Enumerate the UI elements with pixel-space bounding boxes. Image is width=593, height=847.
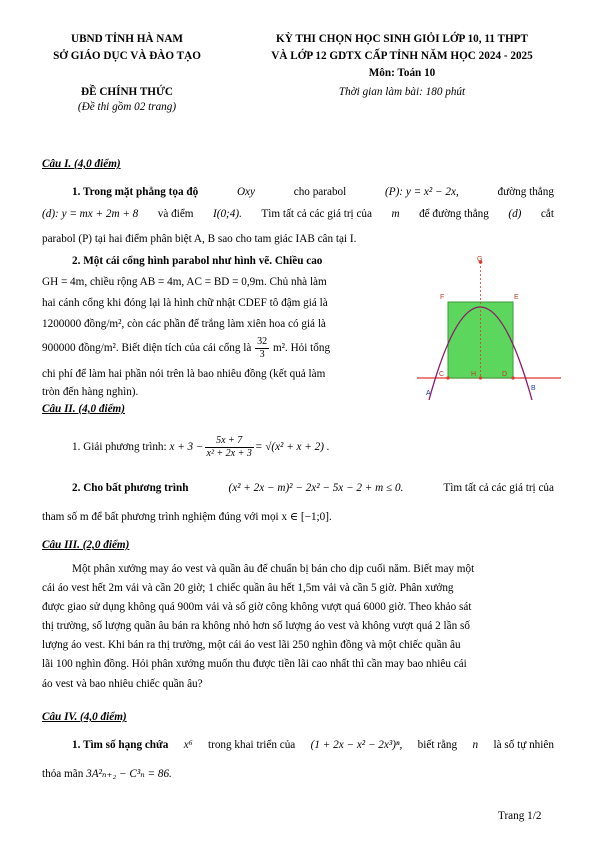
label-f: F	[440, 294, 445, 301]
q2-part2: 2. Cho bất phương trình (x² + 2x − m)² − 2x² − 5x − 2 + m ≤ 0. Tìm tất cả các giá trị của tham số m để bất phương trình nghiệm đúng với mọi x ∈ [−1;0].	[42, 482, 554, 523]
label-d: D	[502, 371, 508, 378]
label-e: E	[514, 294, 519, 301]
q2-part1: 1. Giải phương trình: x + 3 − $\frac{5x + 7}{\text{x² + 2x + 3}}$ = √(x² + x + 2) .	[72, 434, 330, 459]
q1-heading: Câu I. (4,0 điểm)	[42, 158, 121, 170]
header-official: ĐỀ CHÍNH THỨC	[81, 86, 173, 98]
q3-body: Một phân xưởng may áo vest và quần âu để chuẩn bị bán cho dịp cuối năm. Biết may một cái áo vest hết 2m vải và cần 20 giờ; 1 chiếc quần âu hết 1,5m vải và cần 5 giờ. Phân xưởng được giao sử dụng không quá 900m vải và số giờ công không vượt quá 6000 giờ. Theo khảo sát thị trường, số lượng quần âu bán ra không nhỏ hơn số lượng áo vest và không vượt quá 2 lần số lượng áo vest. Khi bán ra thị trường, một cái áo vest lãi 250 nghìn đồng và một chiếc quần âu lãi 100 nghìn đồng. Hỏi phân xưởng muốn thu được tiền lãi cao nhất thì cần may bao nhiêu cái áo vest và bao nhiêu chiếc quần âu?	[42, 563, 475, 690]
label-a: A	[426, 390, 431, 397]
label-c: C	[439, 371, 445, 378]
label-b: B	[531, 385, 536, 392]
point-d	[511, 376, 514, 379]
q2-heading: Câu II. (4,0 điểm)	[42, 403, 125, 415]
label-h: H	[471, 371, 477, 378]
gate-figure	[415, 252, 565, 402]
label-g: G	[477, 256, 483, 263]
point-c	[446, 376, 449, 379]
header-exam-title2: VÀ LỚP 12 GDTX CẤP TỈNH NĂM HỌC 2024 - 2025	[271, 50, 533, 62]
header-org1: UBND TỈNH HÀ NAM	[71, 33, 183, 45]
header-time: Thời gian làm bài: 180 phút	[338, 86, 466, 98]
q3-heading: Câu III. (2,0 điểm)	[42, 539, 130, 551]
page-number: Trang 1/2	[498, 810, 542, 822]
header-subject: Môn: Toán 10	[368, 67, 436, 79]
q1-part1: 1. Trong mặt phẳng tọa độ Oxy cho parabol (P): y = x² − 2x, đường thẳng (d): y = mx + 2m + 8 và điểm I(0;4). Tìm tất cả các giá trị của m để đường thẳng (d) cắt parabol (P) tại hai điểm phân biệt A, B sao cho tam giác IAB cân tại I.	[42, 186, 554, 245]
q1-part2: 2. Một cái cổng hình parabol như hình vẽ. Chiều cao GH = 4m, chiều rộng AB = 4m, AC = BD = 0,9m. Chủ nhà làm hai cánh cổng khi đóng lại là hình chữ nhật CDEF tô đậm giá là 1200000 đồng/m², còn các phần để trắng làm xiên hoa có giá là 900000 đồng/m². Biết diện tích của cái cổng là $\frac{32}{3}$ m². Hỏi tổng chi phí để làm hai phần nói trên là bao nhiêu đồng (kết quả làm tròn đến hàng nghìn).	[42, 255, 331, 398]
header-org2: SỞ GIÁO DỤC VÀ ĐÀO TẠO	[53, 50, 201, 62]
header-pages-note: (Đề thi gồm 02 trang)	[77, 101, 177, 113]
point-h	[479, 376, 482, 379]
q4-heading: Câu IV. (4,0 điểm)	[42, 711, 127, 723]
q4-part1: 1. Tìm số hạng chứa x⁶ trong khai triển của (1 + 2x − x² − 2x³)ⁿ, biết rằng n là số tự nhiên thỏa mãn 3A²ₙ₊₂ − C³ₙ = 86.	[42, 739, 554, 780]
header-exam-title1: KỲ THI CHỌN HỌC SINH GIỎI LỚP 10, 11 THPT	[276, 33, 528, 45]
